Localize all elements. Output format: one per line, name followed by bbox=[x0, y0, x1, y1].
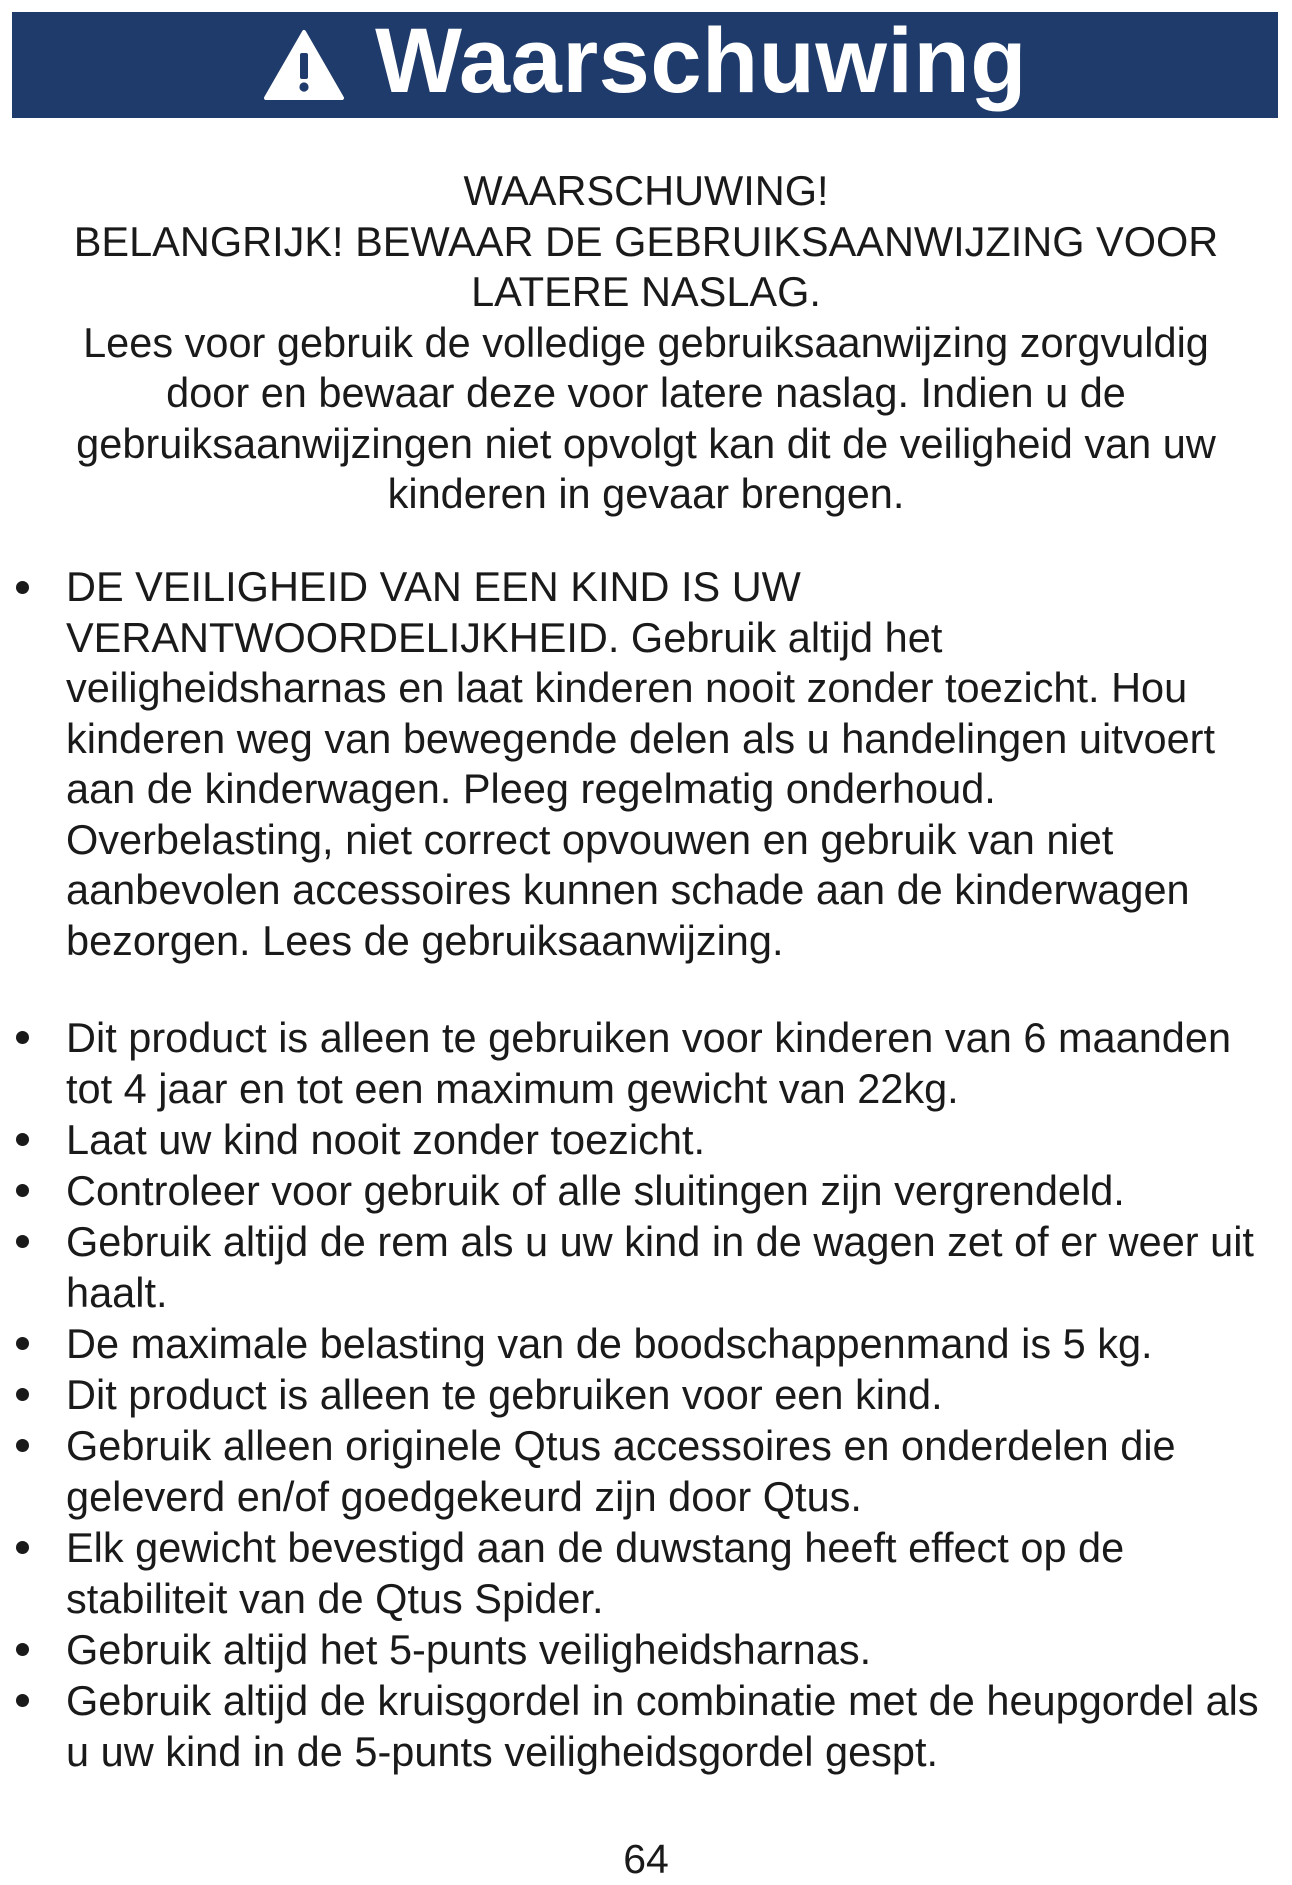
intro-line: kinderen in gevaar brengen. bbox=[387, 470, 905, 517]
list-item bbox=[0, 1114, 1292, 1165]
list-item bbox=[0, 1012, 1292, 1114]
bullet-dot bbox=[16, 1643, 29, 1656]
page-number: 64 bbox=[623, 1836, 669, 1882]
list-item bbox=[0, 1369, 1292, 1420]
warning-header-bar bbox=[12, 12, 1278, 118]
bullet-dot bbox=[16, 1133, 29, 1146]
bullet-dot bbox=[16, 1184, 29, 1197]
warning-list bbox=[0, 562, 1292, 1777]
bullet-dot bbox=[16, 1439, 29, 1452]
list-item bbox=[0, 1420, 1292, 1522]
list-item bbox=[0, 1675, 1292, 1777]
list-item bbox=[0, 1318, 1292, 1369]
warning-triangle-icon bbox=[263, 29, 345, 101]
list-item bbox=[0, 1216, 1292, 1318]
list-item-text: DE VEILIGHEID VAN EEN KIND IS UW VERANTWOORDELIJKHEID. Gebruik altijd het veiligheidsharnas en laat kinderen nooit zonder toezicht. Hou kinderen weg van bewegende delen als u handelingen uitvoert aan de kinderwagen. Pleeg regelmatig onderhoud. Overbelasting, niet correct opvouwen en gebruik van niet aanbevolen accessoires kunnen schade aan de kinderwagen bezorgen. Lees de gebruiksaanwijzing. bbox=[66, 563, 1216, 964]
list-item-text: Gebruik alleen originele Qtus accessoires en onderdelen die geleverd en/of goedgekeurd zijn door Qtus. bbox=[66, 1422, 1176, 1520]
list-item-text: Dit product is alleen te gebruiken voor kinderen van 6 maanden tot 4 jaar en tot een maximum gewicht van 22kg. bbox=[66, 1014, 1232, 1112]
list-item bbox=[0, 1624, 1292, 1675]
bullet-dot bbox=[16, 1541, 29, 1554]
bullet-dot bbox=[16, 1694, 29, 1707]
intro-line: BELANGRIJK! BEWAAR DE GEBRUIKSAANWIJZING VOOR bbox=[73, 217, 1219, 265]
page-title: Waarschuwing bbox=[375, 10, 1027, 112]
bullet-dot bbox=[16, 1235, 29, 1248]
list-item-text: Laat uw kind nooit zonder toezicht. bbox=[66, 1116, 706, 1163]
list-item-text: Gebruik altijd de kruisgordel in combinatie met de heupgordel als u uw kind in de 5-punts veiligheidsgordel gespt. bbox=[66, 1677, 1259, 1775]
intro-line: gebruiksaanwijzingen niet opvolgt kan dit de veiligheid van uw bbox=[76, 419, 1216, 467]
list-item-text: Dit product is alleen te gebruiken voor een kind. bbox=[66, 1371, 943, 1418]
list-item-text: Gebruik altijd de rem als u uw kind in de wagen zet of er weer uit haalt. bbox=[66, 1218, 1254, 1316]
intro-line: door en bewaar deze voor latere naslag. Indien u de bbox=[166, 369, 1126, 416]
intro-line: LATERE NASLAG. bbox=[471, 268, 821, 315]
bullet-dot bbox=[16, 581, 29, 594]
bullet-dot bbox=[16, 1337, 29, 1350]
list-item-text: De maximale belasting van de boodschappenmand is 5 kg. bbox=[66, 1320, 1153, 1367]
list-item bbox=[0, 1165, 1292, 1216]
intro-line: Lees voor gebruik de volledige gebruiksaanwijzing zorgvuldig bbox=[83, 318, 1209, 366]
list-item bbox=[0, 1522, 1292, 1624]
bullet-dot bbox=[16, 1031, 29, 1044]
list-item-text: Elk gewicht bevestigd aan de duwstang heeft effect op de stabiliteit van de Qtus Spider. bbox=[66, 1524, 1125, 1622]
bullet-dot bbox=[16, 1388, 29, 1401]
warning-header-content bbox=[263, 10, 1027, 112]
intro-block bbox=[12, 166, 1280, 520]
list-item-text: Gebruik altijd het 5-punts veiligheidsharnas. bbox=[66, 1626, 872, 1673]
list-item-text: Controleer voor gebruik of alle sluitingen zijn vergrendeld. bbox=[66, 1167, 1125, 1214]
intro-line: WAARSCHUWING! bbox=[463, 167, 829, 214]
list-item bbox=[0, 562, 1292, 966]
